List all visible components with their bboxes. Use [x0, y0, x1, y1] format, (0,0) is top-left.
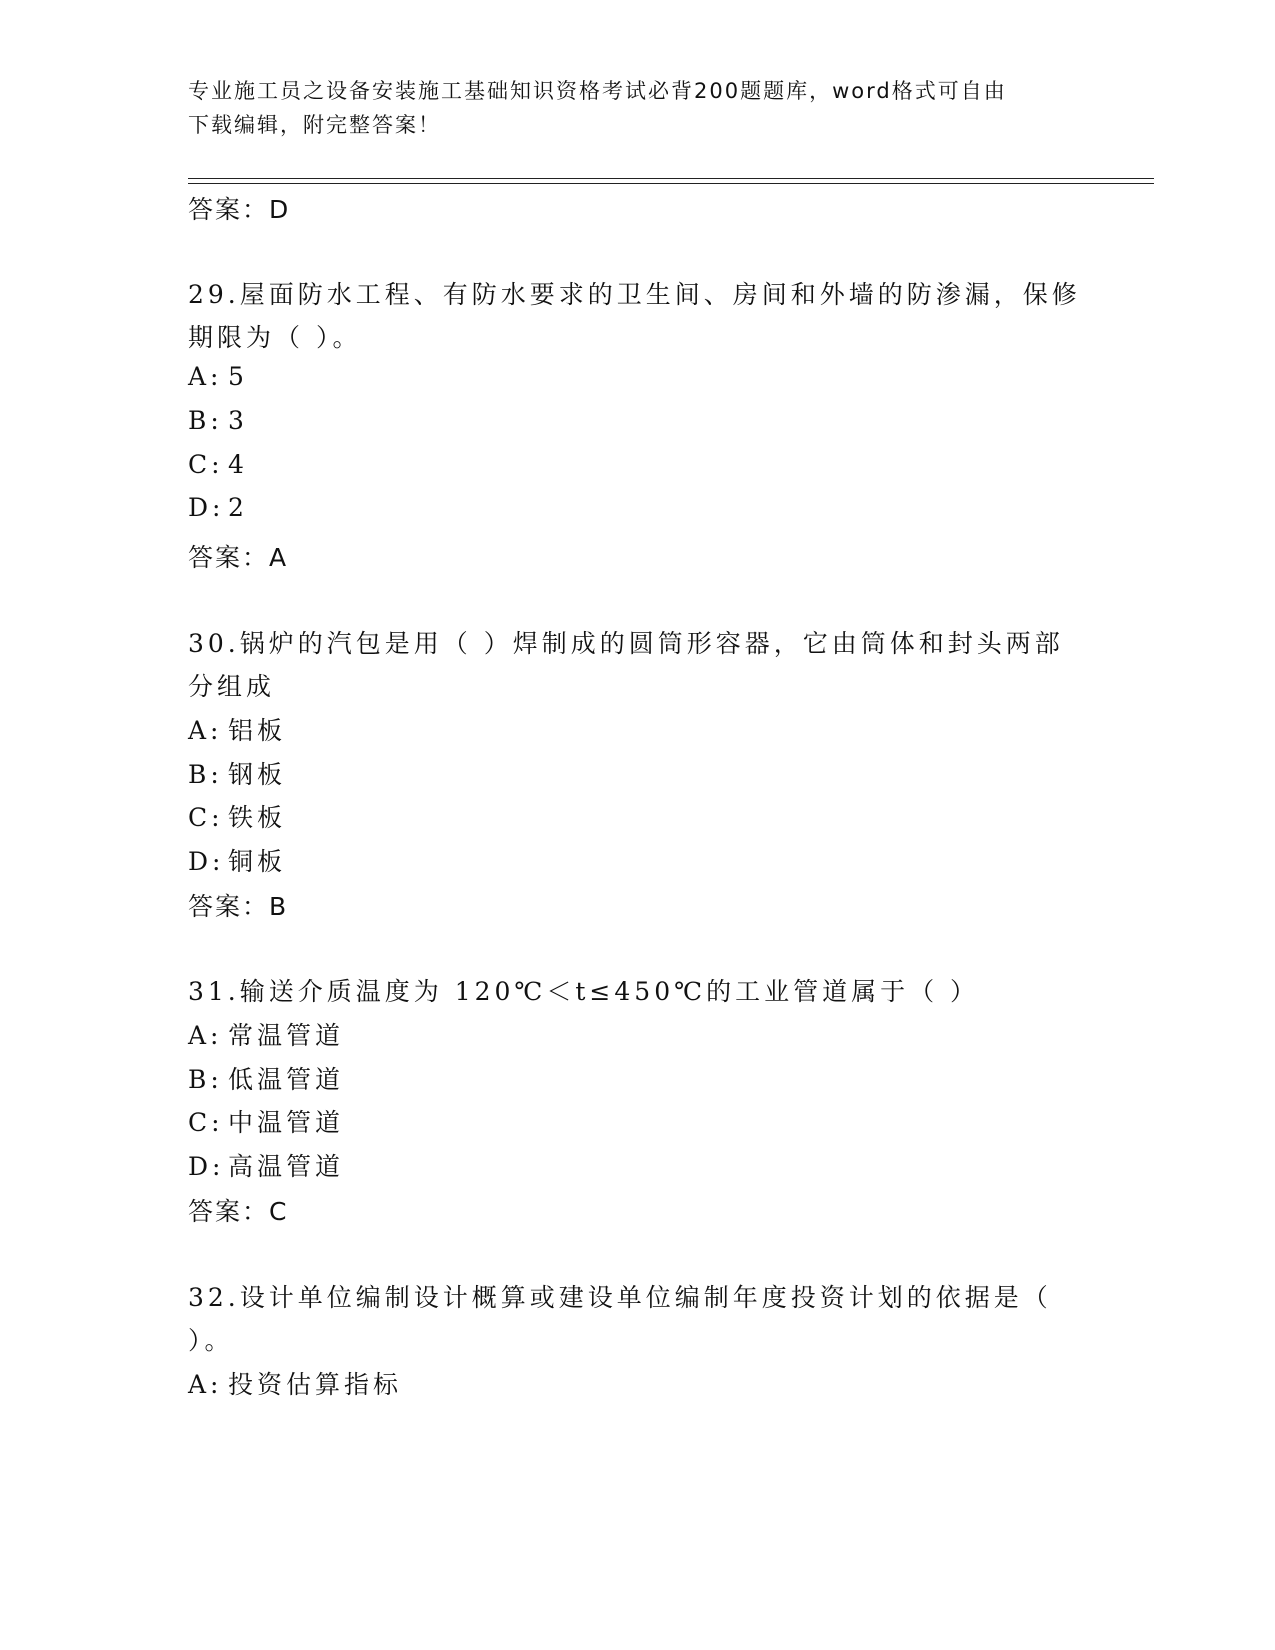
- option-text: 2: [228, 493, 248, 522]
- document-header: [188, 74, 1088, 142]
- question-30-option-b: [188, 755, 286, 791]
- option-key: D:: [188, 493, 225, 522]
- question-29-option-a: [188, 362, 248, 391]
- option-text: 5: [228, 362, 248, 391]
- question-29-option-d: [188, 493, 248, 522]
- option-key: D:: [188, 847, 225, 876]
- previous-answer: 答案：D: [188, 195, 291, 224]
- option-key: B:: [188, 406, 223, 435]
- question-31-stem-line-1: 31.输送介质温度为 120℃＜t≤450℃的工业管道属于（ ）: [188, 977, 980, 1006]
- option-text: 中温管道: [228, 1108, 345, 1137]
- question-30-option-a: [188, 711, 286, 747]
- question-30-option-d: [188, 842, 286, 878]
- question-30-answer: 答案：B: [188, 892, 289, 921]
- option-key: C:: [188, 803, 224, 832]
- option-text: 铜板: [228, 847, 287, 876]
- question-30-stem-line-1: 30.锅炉的汽包是用（ ）焊制成的圆筒形容器，它由筒体和封头两部: [188, 629, 1064, 658]
- option-text: 高温管道: [228, 1152, 345, 1181]
- question-29-option-b: [188, 406, 248, 435]
- header-divider-bottom: [188, 183, 1154, 184]
- header-divider-top: [188, 178, 1154, 179]
- question-32-stem-line-2: ）。: [188, 1326, 234, 1355]
- question-29-stem-line-2: 期限为（ ）。: [188, 323, 362, 352]
- header-line-2: 下载编辑，附完整答案！: [188, 113, 441, 137]
- question-31-answer: 答案：C: [188, 1197, 289, 1226]
- option-key: B:: [188, 760, 223, 789]
- question-31-option-c: [188, 1103, 344, 1139]
- option-key: A:: [188, 716, 223, 745]
- question-29-stem-line-1: 29.屋面防水工程、有防水要求的卫生间、房间和外墙的防渗漏，保修: [188, 280, 1081, 309]
- option-text: 低温管道: [228, 1065, 345, 1094]
- option-key: A:: [188, 1370, 223, 1399]
- option-text: 钢板: [228, 760, 287, 789]
- option-key: C:: [188, 1108, 224, 1137]
- option-key: D:: [188, 1152, 225, 1181]
- option-text: 3: [228, 406, 248, 435]
- option-key: B:: [188, 1065, 223, 1094]
- question-31-option-a: [188, 1016, 344, 1052]
- option-text: 4: [228, 450, 248, 479]
- question-32-stem-line-1: 32.设计单位编制设计概算或建设单位编制年度投资计划的依据是（: [188, 1283, 1052, 1312]
- option-key: C:: [188, 450, 224, 479]
- option-key: A:: [188, 1021, 223, 1050]
- question-30-option-c: [188, 798, 286, 834]
- question-32-option-a: [188, 1365, 402, 1401]
- header-line-1: 专业施工员之设备安装施工基础知识资格考试必背200题题库，word格式可自由: [188, 79, 1007, 103]
- option-key: A:: [188, 362, 223, 391]
- option-text: 铁板: [228, 803, 287, 832]
- option-text: 投资估算指标: [228, 1370, 403, 1399]
- question-29-option-c: [188, 450, 248, 479]
- option-text: 常温管道: [228, 1021, 345, 1050]
- question-30-stem-line-2: 分组成: [188, 672, 276, 701]
- question-31-option-d: [188, 1147, 344, 1183]
- question-31-option-b: [188, 1060, 344, 1096]
- option-text: 铝板: [228, 716, 287, 745]
- question-29-answer: 答案：A: [188, 543, 289, 572]
